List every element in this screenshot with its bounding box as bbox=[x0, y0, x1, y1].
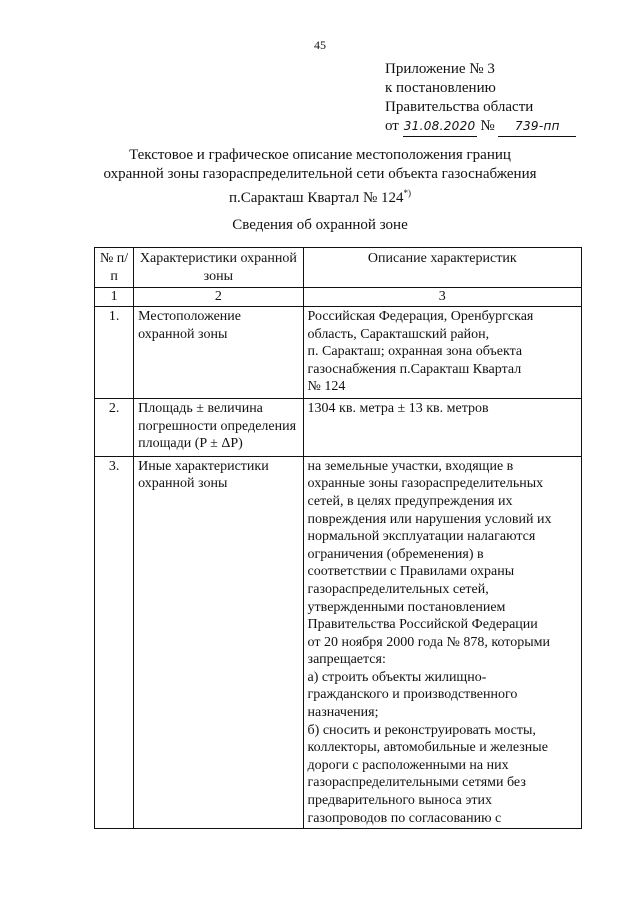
appendix-line-1: Приложение № 3 bbox=[385, 61, 495, 77]
protection-zone-table bbox=[94, 247, 582, 829]
description-line: на земельные участки, входящие в bbox=[307, 458, 514, 474]
description-line: утвержденными постановлением bbox=[307, 599, 506, 615]
document-title bbox=[0, 146, 640, 208]
table-row bbox=[95, 456, 582, 828]
table-header-row bbox=[95, 248, 582, 288]
row-description bbox=[303, 398, 581, 456]
number-prefix: № bbox=[480, 118, 495, 134]
description-line: газопроводов по согласованию с bbox=[307, 810, 502, 826]
description-line: 1304 кв. метра ± 13 кв. метров bbox=[307, 400, 489, 416]
table-row bbox=[95, 398, 582, 456]
description-line: газоснабжения п.Саракташ Квартал bbox=[307, 361, 522, 377]
header-num: № п/п bbox=[95, 248, 134, 288]
appendix-line-3: Правительства области bbox=[385, 99, 534, 115]
description-line: б) сносить и реконструировать мосты, bbox=[307, 722, 536, 738]
description-line: предварительного выноса этих bbox=[307, 793, 492, 809]
row-description bbox=[303, 456, 581, 828]
description-line: назначения; bbox=[307, 705, 379, 721]
description-line: газораспределительными сетями без bbox=[307, 775, 526, 791]
appendix-block bbox=[385, 60, 576, 137]
description-line: сетей, в целях предупреждения их bbox=[307, 493, 513, 509]
appendix-line-2: к постановлению bbox=[385, 80, 496, 96]
description-line: запрещается: bbox=[307, 652, 386, 668]
section-subtitle: Сведения об охранной зоне bbox=[232, 217, 408, 233]
date-value: 31.08.2020 bbox=[403, 119, 476, 133]
description-line: соответствии с Правилами охраны bbox=[307, 564, 515, 580]
row-characteristic: Местоположение охранной зоны bbox=[134, 307, 303, 399]
description-line: Российская Федерация, Оренбургская bbox=[307, 309, 534, 324]
description-line: ограничения (обременения) в bbox=[307, 546, 484, 562]
row-description bbox=[303, 307, 581, 399]
description-line: охранные зоны газораспределительных bbox=[307, 476, 544, 492]
header-characteristic: Характеристики охранной зоны bbox=[134, 248, 303, 288]
description-line: нормальной эксплуатации налагаются bbox=[307, 529, 536, 545]
page-number: 45 bbox=[314, 38, 326, 52]
number-value: 739-пп bbox=[515, 119, 560, 133]
date-prefix: от bbox=[385, 118, 399, 134]
title-line-2: охранной зоны газораспределительной сети объекта газоснабжения bbox=[103, 166, 537, 182]
description-line: № 124 bbox=[307, 379, 346, 395]
description-line: а) строить объекты жилищно- bbox=[307, 669, 487, 685]
column-number: 3 bbox=[303, 288, 581, 307]
description-line: гражданского и производственного bbox=[307, 687, 518, 703]
description-line: п. Саракташ; охранная зона объекта bbox=[307, 344, 523, 360]
description-line: от 20 ноября 2000 года № 878, которыми bbox=[307, 634, 550, 650]
row-number: 1. bbox=[95, 307, 134, 399]
description-line: повреждения или нарушения условий их bbox=[307, 511, 552, 527]
title-line-1: Текстовое и графическое описание местоположения границ bbox=[129, 147, 511, 163]
description-line: дороги с расположенными на них bbox=[307, 757, 509, 773]
appendix-date-line bbox=[385, 117, 576, 137]
number-field bbox=[498, 117, 576, 137]
row-number: 2. bbox=[95, 398, 134, 456]
table-row bbox=[95, 307, 582, 399]
row-number: 3. bbox=[95, 456, 134, 828]
title-line-3 bbox=[0, 184, 640, 208]
column-number: 1 bbox=[95, 288, 134, 307]
title-line-3-text: п.Саракташ Квартал № 124 bbox=[228, 190, 404, 206]
description-line: коллекторы, автомобильные и железные bbox=[307, 740, 548, 756]
column-number-row bbox=[95, 288, 582, 307]
description-line: Правительства Российской Федерации bbox=[307, 617, 538, 633]
row-characteristic: Иные характеристики охранной зоны bbox=[134, 456, 303, 828]
header-description: Описание характеристик bbox=[303, 248, 581, 288]
column-number: 2 bbox=[134, 288, 303, 307]
row-characteristic: Площадь ± величина погрешности определения площади (P ± ΔP) bbox=[134, 398, 303, 456]
footnote-mark: *) bbox=[403, 188, 412, 198]
description-line: область, Саракташский район, bbox=[307, 326, 490, 342]
date-field bbox=[403, 117, 477, 137]
description-line: газораспределительных сетей, bbox=[307, 581, 489, 597]
